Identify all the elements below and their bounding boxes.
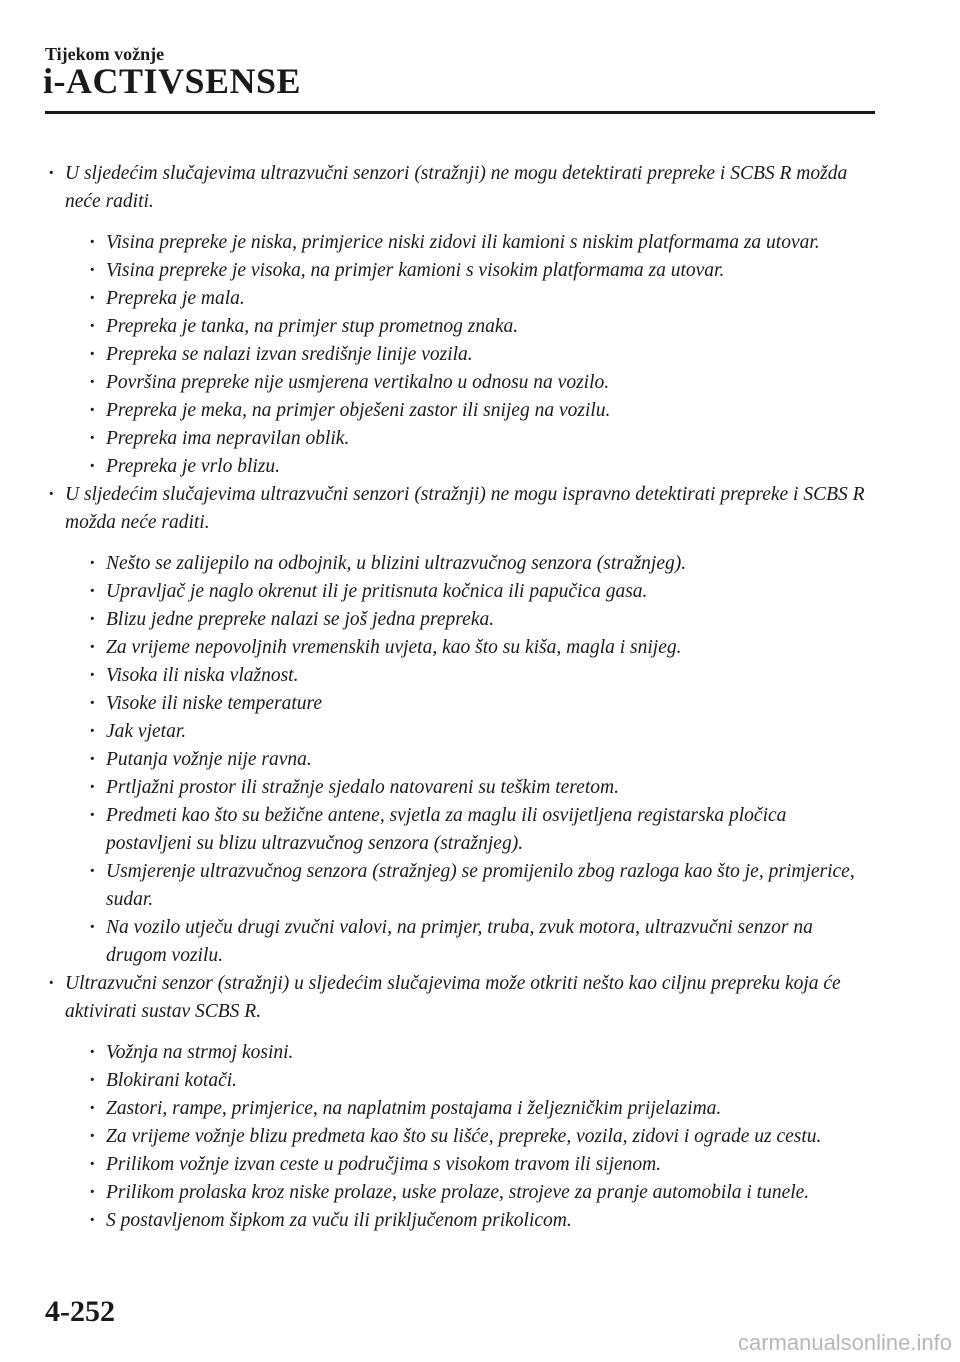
sub-list-item: · Visoka ili niska vlažnost. (65, 662, 875, 690)
sub-list-item: · Za vrijeme vožnje blizu predmeta kao što su lišće, prepreke, vozila, zidovi i ograde uz cestu. (65, 1123, 875, 1151)
main-content (45, 160, 875, 1235)
sub-list-item: · Prilikom vožnje izvan ceste u područjima s visokom travom ili sijenom. (65, 1151, 875, 1179)
sub-list-item: · Visoke ili niske temperature (65, 690, 875, 718)
sub-list-item: · Predmeti kao što su bežične antene, svjetla za maglu ili osvijetljena registarska pločica postavljeni su blizu ultrazvučnog senzora (stražnjeg). (65, 802, 875, 858)
sub-list-item: · Prepreka je tanka, na primjer stup prometnog znaka. (65, 313, 875, 341)
sub-list-item: · Prepreka se nalazi izvan središnje linije vozila. (65, 341, 875, 369)
sub-list-item: · Površina prepreke nije usmjerena vertikalno u odnosu na vozilo. (65, 369, 875, 397)
list-item (45, 970, 875, 1235)
list-item-text: U sljedećim slučajevima ultrazvučni senzori (stražnji) ne mogu detektirati prepreke i SCBS R možda neće raditi. (65, 163, 848, 212)
sub-list (65, 550, 875, 970)
sub-list-item: · Upravljač je naglo okrenut ili je pritisnuta kočnica ili papučica gasa. (65, 578, 875, 606)
sub-list-item: · Prepreka je vrlo blizu. (65, 453, 875, 481)
sub-list-item: · Prilikom prolaska kroz niske prolaze, uske prolaze, strojeve za pranje automobila i tunele. (65, 1179, 875, 1207)
page-number: 4-252 (45, 1295, 115, 1328)
bullet-list (45, 160, 875, 1235)
header-divider (45, 111, 875, 114)
sub-list-item: · Za vrijeme nepovoljnih vremenskih uvjeta, kao što su kiša, magla i snijeg. (65, 634, 875, 662)
list-item-text: U sljedećim slučajevima ultrazvučni senzori (stražnji) ne mogu ispravno detektirati prepreke i SCBS R možda neće raditi. (65, 484, 865, 533)
sub-list-item: · Usmjerenje ultrazvučnog senzora (stražnjeg) se promijenilo zbog razloga kao što je, primjerice, sudar. (65, 858, 875, 914)
sub-list-item: · Jak vjetar. (65, 718, 875, 746)
sub-list-item: · Visina prepreke je niska, primjerice niski zidovi ili kamioni s niskim platformama za utovar. (65, 229, 875, 257)
sub-list-item: · Prepreka ima nepravilan oblik. (65, 425, 875, 453)
sub-list-item: · Prepreka je meka, na primjer obješeni zastor ili snijeg na vozilu. (65, 397, 875, 425)
sub-list (65, 229, 875, 481)
list-item (45, 481, 875, 970)
sub-list-item: · Nešto se zalijepilo na odbojnik, u blizini ultrazvučnog senzora (stražnjeg). (65, 550, 875, 578)
sub-list-item: · S postavljenom šipkom za vuču ili priključenom prikolicom. (65, 1207, 875, 1235)
page-title: i-ACTIVSENSE (43, 61, 302, 101)
sub-list-item: · Zastori, rampe, primjerice, na naplatnim postajama i željezničkim prijelazima. (65, 1095, 875, 1123)
sub-list-item: · Prtljažni prostor ili stražnje sjedalo natovareni su teškim teretom. (65, 774, 875, 802)
sub-list-item: · Prepreka je mala. (65, 285, 875, 313)
sub-list-item: · Blokirani kotači. (65, 1067, 875, 1095)
sub-list-item: · Putanja vožnje nije ravna. (65, 746, 875, 774)
list-item (45, 160, 875, 481)
sub-list-item: · Visina prepreke je visoka, na primjer kamioni s visokim platformama za utovar. (65, 257, 875, 285)
sub-list-item: · Blizu jedne prepreke nalazi se još jedna prepreka. (65, 606, 875, 634)
sub-list-item: · Na vozilo utječu drugi zvučni valovi, na primjer, truba, zvuk motora, ultrazvučni senzor na drugom vozilu. (65, 914, 875, 970)
list-item-text: Ultrazvučni senzor (stražnji) u sljedećim slučajevima može otkriti nešto kao ciljnu prepreku koja će aktivirati sustav SCBS R. (65, 973, 841, 1022)
sub-list (65, 1039, 875, 1235)
section-label: Tijekom vožnje (45, 44, 165, 64)
watermark: carmanualsonline.info (737, 1330, 952, 1355)
sub-list-item: · Vožnja na strmoj kosini. (65, 1039, 875, 1067)
